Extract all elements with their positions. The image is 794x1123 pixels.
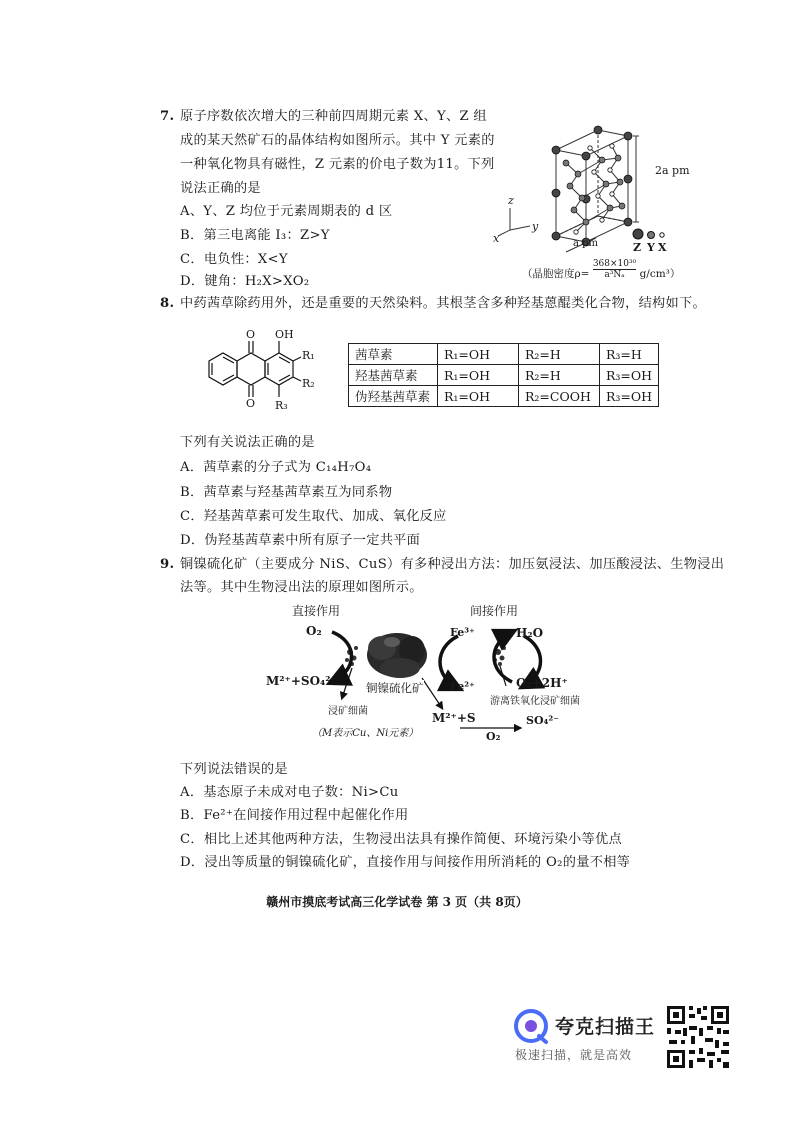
table-cell: R₁=OH bbox=[438, 344, 519, 365]
o2-bottom-label: O₂ bbox=[486, 730, 501, 743]
q7-number: 7. bbox=[160, 109, 175, 124]
table-cell: R₃=OH bbox=[600, 365, 659, 386]
scanner-watermark bbox=[513, 1008, 743, 1068]
legend-x-label: X bbox=[658, 241, 667, 254]
q9-stem-line-2: 法等。其中生物浸出法的原理如图所示。 bbox=[180, 580, 423, 595]
r3-label: R₃ bbox=[275, 399, 288, 412]
table-cell: R₁=OH bbox=[438, 386, 519, 407]
table-cell: R₁=OH bbox=[438, 365, 519, 386]
q9-stem-line-1: 铜镍硫化矿（主要成分 NiS、CuS）有多种浸出方法：加压氨浸法、加压酸浸法、生物浸出 bbox=[180, 557, 725, 572]
o2-left-label: O₂ bbox=[306, 624, 322, 638]
bacteria-label: 浸矿细菌 bbox=[328, 706, 368, 717]
density-fraction bbox=[593, 259, 636, 280]
o2-2h-label: O₂+2H⁺ bbox=[516, 676, 568, 690]
direct-action-label: 直接作用 bbox=[292, 604, 341, 618]
q8-prompt: 下列有关说法正确的是 bbox=[180, 435, 315, 450]
axis-y-label: y bbox=[532, 220, 539, 233]
density-denominator: a³Nₐ bbox=[604, 270, 625, 280]
q9-number: 9. bbox=[160, 557, 175, 572]
legend-z-sphere bbox=[633, 229, 643, 239]
axis-z-label: z bbox=[508, 194, 514, 207]
q7-option-d: D．键角：H₂X>XO₂ bbox=[180, 274, 310, 289]
q7-option-b: B．第三电离能 I₃：Z>Y bbox=[180, 228, 330, 243]
structure-drawing bbox=[195, 325, 335, 420]
density-formula bbox=[522, 259, 680, 280]
fe3-label-top: Fe³⁺ bbox=[450, 626, 475, 639]
substituent-table bbox=[348, 343, 659, 407]
table-row bbox=[349, 365, 659, 386]
q7-stem-line-1: 原子序数依次增大的三种前四周期元素 X、Y、Z 组 bbox=[180, 109, 487, 124]
qr-code-icon bbox=[665, 1004, 731, 1070]
q7-stem-line-3: 一种氧化物具有磁性，Z 元素的价电子数为11。下列 bbox=[180, 157, 495, 172]
app-slogan: 极速扫描，就是高效 bbox=[515, 1048, 633, 1062]
table-cell: R₂=COOH bbox=[519, 386, 600, 407]
legend-z-label: Z bbox=[633, 241, 642, 254]
r2-label: R₂ bbox=[302, 377, 315, 390]
ore-image bbox=[367, 633, 427, 678]
page-footer: 赣州市摸底考试高三化学试卷 第 3 页（共 8页） bbox=[266, 895, 528, 909]
quark-logo-icon bbox=[513, 1008, 549, 1044]
axis-x-label: x bbox=[493, 232, 500, 245]
density-unit: g/cm³） bbox=[639, 267, 681, 280]
dimension-c-label: 2a pm bbox=[655, 164, 690, 177]
table-cell: 羟基茜草素 bbox=[349, 365, 438, 386]
table-cell: 伪羟基茜草素 bbox=[349, 386, 438, 407]
q8-option-c: C．羟基茜草素可发生取代、加成、氧化反应 bbox=[180, 509, 447, 524]
q9-option-d: D．浸出等质量的铜镍硫化矿，直接作用与间接作用所消耗的 O₂的量不相等 bbox=[180, 855, 631, 870]
q8-option-a: A．茜草素的分子式为 C₁₄H₇O₄ bbox=[180, 460, 372, 475]
crystal-structure-figure bbox=[490, 108, 700, 288]
so4-label: SO₄²⁻ bbox=[526, 714, 559, 727]
q8-option-d: D．伪羟基茜草素中所有原子一定共平面 bbox=[180, 533, 421, 548]
table-cell: R₃=OH bbox=[600, 386, 659, 407]
carbonyl-o-bottom: O bbox=[246, 397, 256, 410]
q7-stem-line-2: 成的某天然矿石的晶体结构如图所示。其中 Y 元素的 bbox=[180, 133, 495, 148]
table-cell: R₃=H bbox=[600, 344, 659, 365]
q7-option-c: C．电负性：X<Y bbox=[180, 252, 288, 267]
legend-y-label: Y bbox=[647, 241, 655, 254]
h2o-label: H₂O bbox=[516, 626, 544, 640]
free-bacteria-label: 游离铁氧化浸矿细菌 bbox=[490, 696, 580, 707]
table-cell: R₂=H bbox=[519, 365, 600, 386]
m-note: （M表示Cu、Ni元素） bbox=[312, 728, 419, 739]
q8-option-b: B．茜草素与羟基茜草素互为同系物 bbox=[180, 485, 393, 500]
m-so4-label: M²⁺+SO₄²⁻ bbox=[266, 674, 337, 688]
r1-label: R₁ bbox=[302, 349, 315, 362]
density-numerator: 368×10³⁰ bbox=[592, 259, 637, 269]
ore-label: 铜镍硫化矿 bbox=[366, 681, 424, 695]
hydroxyl-label: OH bbox=[275, 328, 294, 341]
q7-stem-line-4: 说法正确的是 bbox=[180, 181, 261, 196]
q7-option-a: A、Y、Z 均位于元素周期表的 d 区 bbox=[180, 204, 393, 219]
indirect-action-label: 间接作用 bbox=[470, 604, 519, 618]
app-name: 夸克扫描王 bbox=[555, 1016, 656, 1038]
table-cell: R₂=H bbox=[519, 344, 600, 365]
dimension-a-label: a pm bbox=[573, 238, 599, 249]
q8-number: 8. bbox=[160, 296, 175, 311]
m-s-label: M²⁺+S bbox=[432, 711, 476, 725]
density-prefix: （晶胞密度ρ= bbox=[522, 267, 590, 280]
q9-option-a: A．基态原子未成对电子数：Ni>Cu bbox=[180, 785, 399, 800]
bioleaching-figure bbox=[262, 600, 592, 746]
anthraquinone-structure bbox=[195, 325, 335, 420]
legend-x-sphere bbox=[660, 233, 664, 237]
legend-y-sphere bbox=[648, 232, 655, 239]
fe2-label: Fe²⁺ bbox=[450, 680, 475, 693]
q9-prompt: 下列说法错误的是 bbox=[180, 762, 288, 777]
table-row bbox=[349, 344, 659, 365]
table-cell: 茜草素 bbox=[349, 344, 438, 365]
q8-stem: 中药茜草除药用外，还是重要的天然染料。其根茎含多种羟基蒽醌类化合物，结构如下。 bbox=[180, 296, 707, 311]
q9-option-b: B．Fe²⁺在间接作用过程中起催化作用 bbox=[180, 808, 409, 823]
q9-option-c: C．相比上述其他两种方法，生物浸出法具有操作简便、环境污染小等优点 bbox=[180, 832, 622, 847]
table-row bbox=[349, 386, 659, 407]
carbonyl-o-top: O bbox=[246, 328, 256, 341]
